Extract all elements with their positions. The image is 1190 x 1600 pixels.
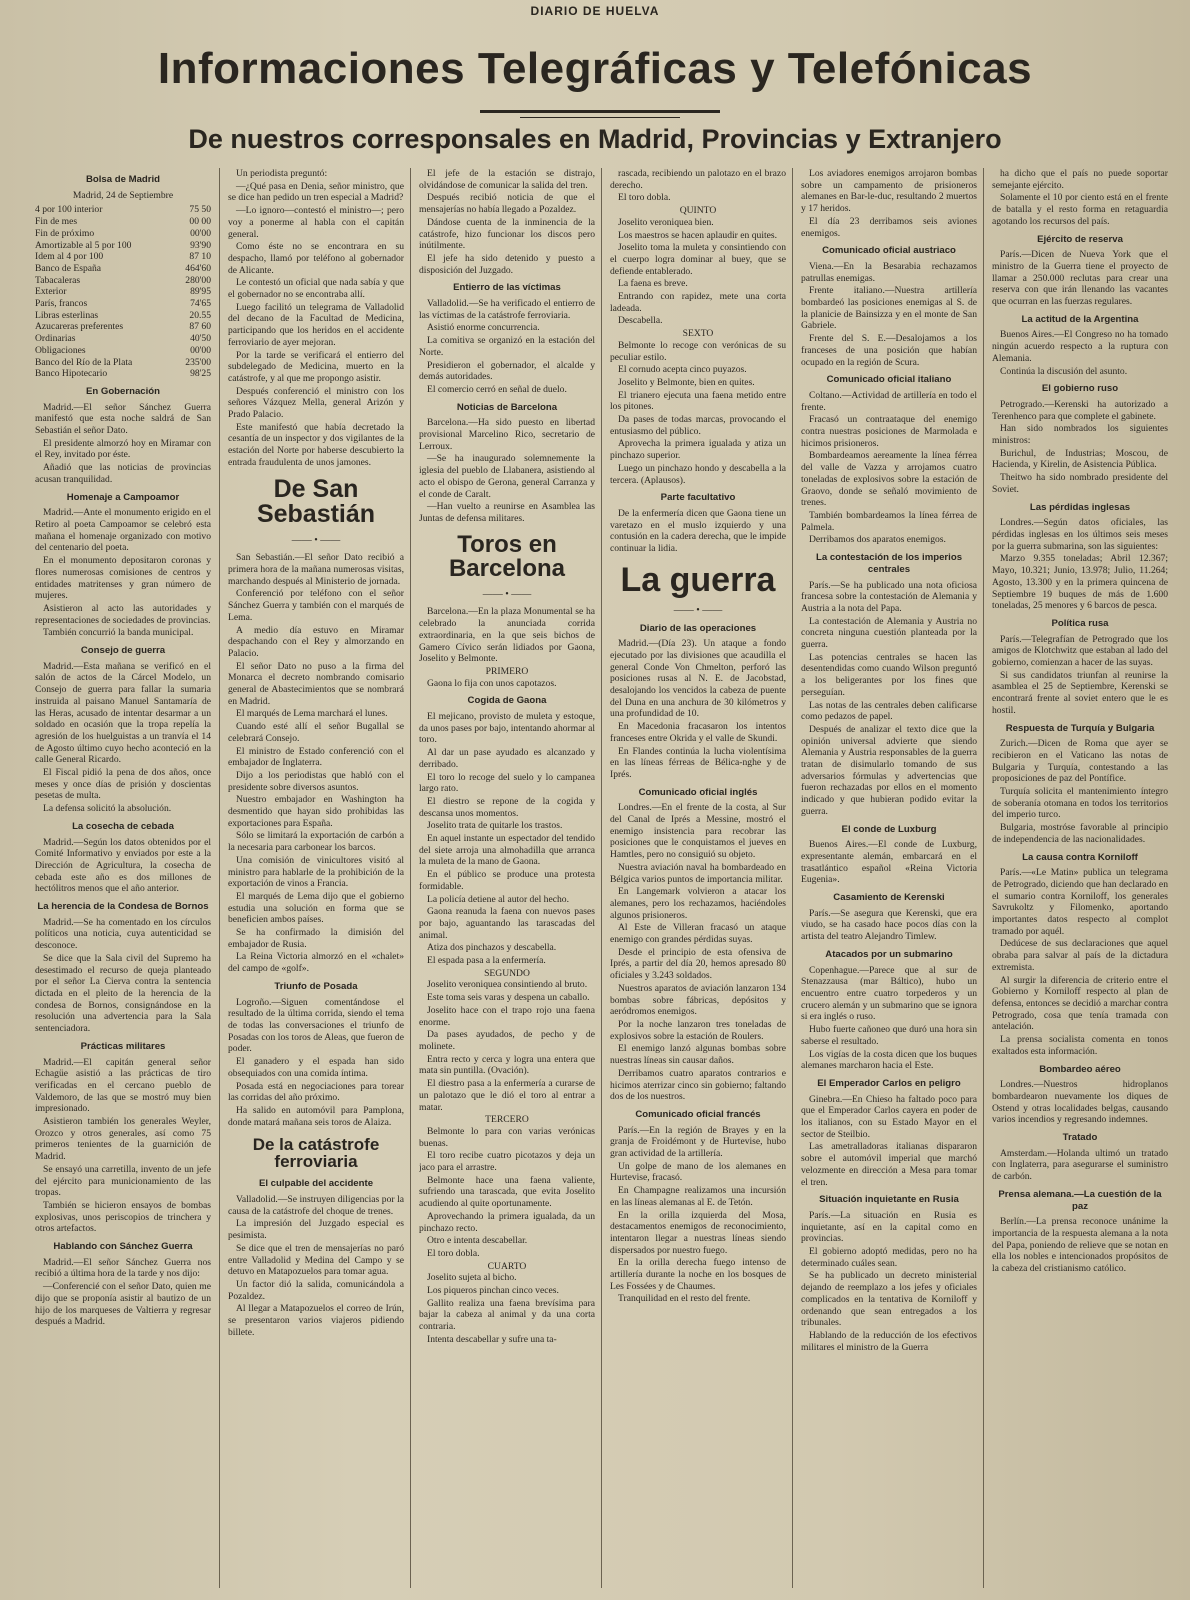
article-paragraph: Marzo 9.355 toneladas; Abril 12.367; Mayo, 10.321; Junio, 13.978; Julio, 11.264; Agosto, 13.300 y en la primera quincena de Septiembre 19 buques de más de 1.600 toneladas, 25 menores y 6 barcos de pesca.: [992, 553, 1168, 612]
stock-row: Banco Hipotecario 98'25: [35, 368, 211, 380]
article-paragraph: La prensa socialista comenta en tonos exaltados esta información.: [992, 1034, 1168, 1057]
article-paragraph: Se dice que la Sala civil del Supremo ha desestimado el recurso de queja planteado por el señor La Cierva contra la sentencia dictada en el pleito de la herencia de la condesa de Bornos, consignándose en la resolución una advertencia para la Sala sentenciadora.: [35, 952, 211, 1035]
section-heading: El Emperador Carlos en peligro: [817, 1077, 961, 1089]
article-paragraph: Se ha confirmado la dimisión del embajador de Rusia.: [228, 927, 404, 950]
article-paragraph: En Flandes continúa la lucha violentísima en las líneas férreas de Bélica-nghe y de Iprés.: [610, 745, 786, 780]
ornament-rule: —— • ——: [291, 534, 341, 546]
large-section-heading: Toros en Barcelona: [448, 530, 566, 582]
article-paragraph: En la orilla derecha fuego intenso de artillería durante la noche en los bosques de Les Fossées y de Chaumes.: [610, 1257, 786, 1292]
article-paragraph: Por la tarde se verificará el entierro del subdelegado de Medicina, muerto en la catástrofe, y al que me propongo asistir.: [228, 349, 404, 384]
article-paragraph: En aquel instante un espectador del tendido del siete arroja una almohadilla que arranca la muleta de la mano de Gaona.: [419, 833, 595, 868]
stock-row: 4 por 100 interior 75 50: [35, 204, 211, 216]
large-section-heading: De San Sebastián: [256, 474, 376, 528]
article-paragraph: Presidieron el gobernador, el alcalde y demás autoridades.: [419, 359, 595, 383]
article-paragraph: A medio día estuvo en Miramar despachando con el Rey y almorzando en Palacio.: [228, 624, 404, 659]
section-heading: Las pérdidas inglesas: [1029, 501, 1131, 513]
article-paragraph: También bombardeamos la línea férrea de Palmela.: [801, 509, 977, 533]
banner-rule: [480, 110, 720, 113]
section-heading: Noticias de Barcelona: [456, 401, 558, 413]
article-paragraph: Descabella.: [618, 315, 663, 327]
masthead: DIARIO DE HUELVA: [530, 4, 660, 18]
section-heading: La causa contra Korniloff: [1022, 851, 1138, 863]
article-paragraph: París.—Dicen de Nueva York que el ministro de la Guerra tiene el proyecto de llamar a 250.000 reclutas para crear una reserva con que irán llenando las vacantes que ocurran en las fuerzas regulares.: [992, 249, 1168, 308]
article-paragraph: Madrid.—Esta mañana se verificó en el salón de actos de la Cárcel Modelo, un Consejo de guerra para fallar la sumaria instruida al paisano Manuel Santamaría de las Heras, acusado de intentar desarmar a un soldado en ocasión que la tropa repelía la agresión de los huelguistas a un tranvía el 14 de Agosto último cuyo hecho aconteció en la calle General Ricardo.: [35, 660, 211, 766]
article-paragraph: Joselito toma la muleta y consintiendo con el cuerpo logra dominar al buey, que se defiende entablerado.: [610, 242, 786, 277]
article-paragraph: Un golpe de mano de los alemanes en Hurtevise, fracasó.: [610, 1160, 786, 1184]
column-2: [228, 168, 404, 1598]
article-paragraph: La impresión del Juzgado especial es pesimista.: [228, 1218, 404, 1242]
article-paragraph: París.—En la región de Brayes y en la granja de Froidémont y de Hurtevise, hubo gran actividad de la artillería.: [610, 1124, 786, 1160]
article-paragraph: Belmonte lo para con varias verónicas buenas.: [419, 1125, 595, 1149]
article-paragraph: Fracasó un contraataque del enemigo contra nuestras posiciones de Marmolada e hicimos prisioneros.: [801, 414, 977, 449]
article-paragraph: Dándose cuenta de la inminencia de la catástrofe, hizo funcionar los discos pero inútilmente.: [419, 216, 595, 252]
column-divider: [983, 168, 984, 1588]
article-paragraph: Un periodista preguntó:: [236, 168, 328, 179]
article-paragraph: Buenos Aires.—El conde de Luxburg, expresentante alemán, embarcará en el trasatlántico español «Reina Victoria Eugenia».: [801, 839, 977, 886]
article-paragraph: Joselito veroniquea bien.: [618, 216, 714, 228]
section-heading: La contestación de los imperios centrales: [815, 552, 963, 575]
banner-rule-thin: [520, 117, 680, 118]
article-paragraph: Conferenció por teléfono con el señor Sánchez Guerra y también con el marqués de Lema.: [228, 588, 404, 623]
stock-list: [35, 204, 211, 380]
article-paragraph: Turquía solicita el mantenimiento íntegro de soberanía otomana en todos los territorios del imperio turco.: [992, 786, 1168, 821]
article-paragraph: Como éste no se encontrara en su despacho, llamó por teléfono al gobernador de Alicante.: [228, 241, 404, 276]
article-paragraph: Dedúcese de sus declaraciones que aquel obraba para salvar al país de la dictadura extremista.: [992, 938, 1168, 973]
article-paragraph: —¿Qué pasa en Denia, señor ministro, que se dice han pedido un tren especial a Madrid?: [228, 180, 404, 204]
article-paragraph: La contestación de Alemania y Austria no concreta ninguna cuestión planteada por la guerra.: [801, 615, 977, 651]
column-5: [801, 168, 977, 1598]
article-paragraph: —Se ha inaugurado solemnemente la iglesia del pueblo de Llabanera, asistiendo al acto el obispo de Gerona, general Carranza y el conde de Caralt.: [419, 453, 595, 500]
section-heading: Situación inquietante en Rusia: [819, 1194, 959, 1206]
article-paragraph: Después conferenció el ministro con los señores Vázquez Mella, general Arizón y Prado Palacio.: [228, 385, 404, 421]
article-paragraph: El ministro de Estado conferenció con el embajador de Inglaterra.: [228, 745, 404, 769]
article-paragraph: Añadió que las noticias de provincias acusan tranquilidad.: [35, 462, 211, 485]
article-paragraph: El señor Dato no puso a la firma del Monarca el decreto nombrando comisario general de Abastecimientos que se nombrará en Madrid.: [228, 660, 404, 707]
article-paragraph: Madrid.—Ante el monumento erigido en el Retiro al poeta Campoamor se celebró esta mañana el homenaje organizado con motivo del centenario del poeta.: [35, 507, 211, 554]
article-paragraph: París.—«Le Matin» publica un telegrama de Petrogrado, diciendo que han declarado en el sumario contra Korniloff, los generales Savrukoltz y Filomenko, aportando importantes datos respecto al complot tramado por aquél.: [992, 867, 1168, 937]
section-heading: Tratado: [1062, 1132, 1098, 1144]
section-heading: Homenaje a Campoamor: [66, 491, 180, 503]
column-3: [419, 168, 595, 1598]
article-paragraph: Asistieron al acto las autoridades y representaciones de sociedades de provincias.: [35, 602, 211, 626]
column-4: [610, 168, 786, 1598]
article-paragraph: Sólo se limitará la exportación de carbón a la necesaria para carbonear los barcos.: [228, 830, 404, 854]
article-paragraph: Londres.—En el frente de la costa, al Sur del Canal de Iprés a Messine, mostró el enemigo insistencia para recobrar las posiciones que le conquistamos el jueves en Hamtles, pero no consiguió su objeto.: [610, 802, 786, 861]
round-label: SEGUNDO: [484, 967, 530, 979]
article-paragraph: Coltano.—Actividad de artillería en todo el frente.: [801, 389, 977, 413]
stock-row: Azucareras preferentes 87 60: [35, 321, 211, 333]
article-paragraph: Los piqueros pinchan cinco veces.: [427, 1285, 559, 1297]
article-paragraph: Otro e intenta descabellar.: [427, 1235, 528, 1247]
article-paragraph: De la enfermería dicen que Gaona tiene un varetazo en el muslo izquierdo y una contusión en la cadera derecha, que le impide continuar la lidia.: [610, 507, 786, 555]
article-paragraph: El presidente almorzó hoy en Miramar con el Rey, invitado por éste.: [35, 437, 211, 461]
article-paragraph: París.—Se ha publicado una nota oficiosa francesa sobre la contestación de Alemania y Austria a la nota del Papa.: [801, 579, 977, 614]
article-paragraph: Las ametralladoras italianas dispararon sobre el automóvil imperial que marchó velozmente en dirección a Mesa para tomar el tren.: [801, 1141, 977, 1188]
article-paragraph: Se ensayó una carretilla, invento de un jefe del ejército para municionamiento de las tropas.: [35, 1163, 211, 1199]
article-paragraph: Los maestros se hacen aplaudir en quites.: [618, 229, 778, 241]
stock-row: Ordinarias 40'50: [35, 333, 211, 345]
article-paragraph: En la orilla izquierda del Mosa, destacamentos enemigos de reconocimiento, intentaron llegar a nuestras líneas siendo dispersados por nuestro fuego.: [610, 1209, 786, 1256]
article-paragraph: El mejicano, provisto de muleta y estoque, da unos pases por bajo, intentando ahormar al toro.: [419, 711, 595, 746]
article-paragraph: París.—Telegrafían de Petrogrado que los amigos de Klotchwitz que estaban al lado del gobierno, comienzan a hacer de las suyas.: [992, 633, 1168, 669]
article-paragraph: Da pases de todas marcas, provocando el entusiasmo del público.: [610, 414, 786, 437]
article-paragraph: El espada pasa a la enfermería.: [427, 955, 546, 967]
article-paragraph: Este manifestó que había decretado la cesantía de un inspector y dos vigilantes de la estación del Norte por haberse descubierto la entrada fraudulenta de unos jamones.: [228, 421, 404, 468]
article-paragraph: Nuestros aparatos de aviación lanzaron 134 bombas sobre fábricas, depósitos y aeródromos enemigos.: [610, 982, 786, 1018]
section-heading: Comunicado oficial austriaco: [822, 245, 956, 257]
article-paragraph: La Reina Victoria almorzó en el «chalet» del campo de «golf».: [228, 951, 404, 975]
article-paragraph: El comercio cerró en señal de duelo.: [427, 383, 567, 395]
article-paragraph: El diestro pasa a la enfermería a curarse de un palotazo que le dió el toro al entrar a matar.: [419, 1078, 595, 1113]
article-paragraph: Theitwo ha sido nombrado presidente del Soviet.: [992, 472, 1168, 495]
section-heading: Ejército de reserva: [1037, 233, 1123, 245]
article-paragraph: El gobierno adoptó medidas, pero no ha determinado cuáles sean.: [801, 1246, 977, 1269]
article-paragraph: Valladolid.—Se ha verificado el entierro de las víctimas de la catástrofe ferroviaria.: [419, 298, 595, 321]
article-paragraph: Continúa la discusión del asunto.: [1000, 365, 1128, 377]
section-heading: Política rusa: [1051, 617, 1109, 629]
article-paragraph: Después de analizar el texto dice que la opinión universal advierte que siendo Alemania y Austria responsables de la guerra tratan de disimularlo tomando de sus adversarios fórmulas y advertencias que fueron rechazadas por ellos en el momento indicado y que hubieran podido evitar la guerra.: [801, 723, 977, 817]
article-paragraph: Si sus candidatos triunfan al reunirse la asamblea el 25 de Septiembre, Kerenski se encontrará frente al soviet entero que le es hostil.: [992, 669, 1168, 716]
article-paragraph: Zurich.—Dicen de Roma que ayer se recibieron en el Vaticano las notas de Bulgaria y Turquía, contestando a las proposiciones de paz del Pontífice.: [992, 738, 1168, 785]
stock-row: París, francos 74'65: [35, 298, 211, 310]
article-paragraph: Al dar un pase ayudado es alcanzado y derribado.: [419, 747, 595, 770]
stock-row: Exterior 89'95: [35, 286, 211, 298]
article-paragraph: Belmonte hace una faena valiente, sufriendo una tarascada, que evita Joselito acudiendo al quite oportunamente.: [419, 1174, 595, 1210]
large-section-heading: De la catástrofe ferroviaria: [252, 1135, 380, 1172]
ornament-rule: —— • ——: [673, 604, 723, 616]
article-paragraph: Al llegar a Matapozuelos el correo de Irún, se presentaron varios viajeros pidiendo billete.: [228, 1303, 404, 1338]
stock-row: Fin de próximo 00'00: [35, 227, 211, 239]
section-heading: La actitud de la Argentina: [1021, 313, 1139, 325]
article-paragraph: Se dice que el tren de mensajerías no paró entre Valladolid y Medina del Campo y se detuvo en Matapozuelos para tomar agua.: [228, 1242, 404, 1278]
round-label: TERCERO: [485, 1114, 529, 1126]
article-paragraph: El cornudo acepta cinco puyazos.: [618, 364, 747, 376]
article-paragraph: Derribamos cuatro aparatos contrarios e hicimos aterrizar cinco sin gobierno; faltando dos de los nuestros.: [610, 1067, 786, 1103]
article-paragraph: —Lo ignoro—contestó el ministro—; pero voy a ponerme al habla con el capitán general.: [228, 205, 404, 240]
article-paragraph: Posada está en negociaciones para torear las corridas del año próximo.: [228, 1080, 404, 1104]
article-paragraph: Frente italiano.—Nuestra artillería bombardeó las posiciones enemigas al S. de la planicie de Bainsizza y en el monte de San Gabriele.: [801, 285, 977, 332]
round-label: SEXTO: [682, 328, 714, 340]
article-paragraph: Joselito veroniquea consintiendo al bruto.: [427, 979, 588, 991]
section-heading: Comunicado oficial italiano: [826, 374, 952, 386]
article-paragraph: —Han vuelto a reunirse en Asamblea las Juntas de defensa militares.: [419, 501, 595, 524]
bolsa-date: Madrid, 24 de Septiembre: [72, 189, 174, 201]
article-paragraph: El Fiscal pidió la pena de dos años, once meses y once días de prisión y doscientas pesetas de multa.: [35, 767, 211, 802]
article-paragraph: El jefe ha sido detenido y puesto a disposición del Juzgado.: [419, 252, 595, 276]
article-paragraph: Londres.—Nuestros hidroplanos bombardearon nuevamente los diques de Ostend y otras localidades belgas, causando varios incendios y regresando indemnes.: [992, 1079, 1168, 1126]
article-paragraph: Nuestra aviación naval ha bombardeado en Bélgica varios puntos de importancia militar.: [610, 861, 786, 885]
section-heading: Prensa alemana.—La cuestión de la paz: [998, 1188, 1162, 1212]
article-paragraph: Copenhague.—Parece que al sur de Stenazzausa (mar Báltico), hubo un encuentro entre cuatro torpederos y un crucero alemán y un submarino que se ignora si era inglés o ruso.: [801, 964, 977, 1023]
article-paragraph: Gaona lo fija con unos capotazos.: [427, 677, 557, 689]
stock-row: Fin de mes 00 00: [35, 216, 211, 228]
article-paragraph: Le contestó un oficial que nada sabía y que el gobernador no se encontraba allí.: [228, 277, 404, 301]
article-paragraph: Tranquilidad en el resto del frente.: [618, 1293, 751, 1305]
article-paragraph: El ganadero y el espada han sido obsequiados con una comida íntima.: [228, 1056, 404, 1079]
round-label: QUINTO: [679, 205, 717, 217]
stock-row: Idem al 4 por 100 87 10: [35, 251, 211, 263]
article-paragraph: San Sebastián.—El señor Dato recibió a primera hora de la mañana numerosas visitas, marchando después al Ministerio de jornada.: [228, 552, 404, 587]
article-paragraph: Han sido nombrados los siguientes ministros:: [992, 423, 1168, 447]
article-paragraph: Ginebra.—En Chieso ha faltado poco para que el Emperador Carlos cayera en poder de los italianos, con su Estado Mayor en el sector de Steilbio.: [801, 1093, 977, 1140]
article-paragraph: También se hicieron ensayos de bombas explosivas, unos periscopios de trinchera y otros artefactos.: [35, 1199, 211, 1235]
article-paragraph: Luego facilitó un telegrama de Valladolid del decano de la Facultad de Medicina, participando que los heridos en el accidente ferroviario de ayer mejoran.: [228, 301, 404, 348]
article-paragraph: El marqués de Lema dijo que el gobierno estudia una solución en forma que se beneficien ambos países.: [228, 890, 404, 926]
article-paragraph: El toro dobla.: [618, 192, 671, 204]
article-paragraph: —Conferencié con el señor Dato, quien me dijo que se proponía asistir al bautizo de un hijo de los marqueses de Valtierra y regresar después a Madrid.: [35, 1281, 211, 1328]
article-paragraph: En el público se produce una protesta formidable.: [419, 869, 595, 892]
article-paragraph: Entrando con rapidez, mete una corta ladeada.: [610, 291, 786, 314]
section-heading: Consejo de guerra: [80, 645, 166, 657]
article-paragraph: Al Este de Villeran fracasó un ataque enemigo con grandes pérdidas suyas.: [610, 922, 786, 946]
section-heading: Comunicado oficial inglés: [638, 786, 758, 798]
article-paragraph: Da pases ayudados, de pecho y de molinete.: [419, 1029, 595, 1052]
article-paragraph: Atiza dos pinchazos y descabella.: [427, 942, 557, 954]
article-paragraph: Petrogrado.—Kerenski ha autorizado a Terenhenco para que complete el gabinete.: [992, 398, 1168, 422]
article-paragraph: Belmonte lo recoge con verónicas de su peculiar estilo.: [610, 339, 786, 363]
article-paragraph: Los vigías de la costa dicen que los buques alemanes marcharon hacia el Este.: [801, 1048, 977, 1072]
section-heading: En Gobernación: [85, 385, 161, 397]
article-paragraph: En Macedonia fracasaron los intentos franceses entre Okrida y el valle de Skundi.: [610, 721, 786, 744]
section-heading: Triunfo de Posada: [274, 980, 358, 992]
article-paragraph: En el monumento depositaron coronas y flores numerosas comisiones de centros y entidades matritenses y gran número de mujeres.: [35, 555, 211, 602]
article-paragraph: Viena.—En la Besarabia rechazamos patrullas enemigas.: [801, 260, 977, 284]
article-paragraph: El jefe de la estación se distrajo, olvidándose de comunicar la salida del tren.: [419, 168, 595, 191]
article-paragraph: Este toma seis varas y despena un caballo.: [427, 992, 590, 1004]
article-paragraph: Frente del S. E.—Desalojamos a los franceses de una posición que habían ocupado en la región de Scura.: [801, 333, 977, 368]
article-paragraph: Barcelona.—En la plaza Monumental se ha celebrado la anunciada corrida extraordinaria, en la que seis bichos de Gamero Cívico serán lidiados por Gaona, Joselito y Belmonte.: [419, 606, 595, 665]
article-paragraph: Luego un pinchazo hondo y descabella a la tercera. (Aplausos).: [610, 462, 786, 486]
banner-headline: Informaciones Telegráficas y Telefónicas: [157, 44, 1033, 93]
article-paragraph: Buenos Aires.—El Congreso no ha tomado ningún acuerdo respecto a la ruptura con Alemania.: [992, 329, 1168, 364]
article-paragraph: Cuando esté allí el señor Bugallal se celebrará Consejo.: [228, 721, 404, 744]
stock-row: Tabacaleras 280'00: [35, 274, 211, 286]
column-divider: [410, 168, 411, 1588]
article-paragraph: En Langemark volvieron a atacar los alemanes, pero los rechazamos, haciéndoles algunos prisioneros.: [610, 886, 786, 921]
article-paragraph: El toro recibe cuatro picotazos y deja un jaco para el arrastre.: [419, 1150, 595, 1174]
article-paragraph: El toro lo recoge del suelo y lo campanea largo rato.: [419, 771, 595, 795]
section-heading: Respuesta de Turquía y Bulgaria: [1005, 722, 1155, 734]
article-paragraph: Desde el principio de esta ofensiva de Iprés, a partir del día 20, hemos apresado 80 oficiales y 3.243 soldados.: [610, 946, 786, 982]
section-heading: La herencia de la Condesa de Bornos: [37, 901, 209, 913]
column-divider: [219, 168, 220, 1588]
article-paragraph: Nuestro embajador en Washington ha desmentido que hayan sido prohibidas las exportaciones para España.: [228, 794, 404, 829]
article-paragraph: Una comisión de vinicultores visitó al ministro para hablarle de la prohibición de la exportación de vinos a Francia.: [228, 854, 404, 890]
large-section-heading: La guerra: [620, 560, 776, 599]
round-label: PRIMERO: [485, 665, 529, 677]
article-paragraph: El día 23 derribamos seis aviones enemigos.: [801, 215, 977, 239]
article-paragraph: La comitiva se organizó en la estación del Norte.: [419, 335, 595, 358]
article-paragraph: Logroño.—Siguen comentándose el resultado de la última corrida, siendo el tema de todas las conversaciones el triunfo de Posadas con los toros de Aleas, que fueron de poder.: [228, 996, 404, 1055]
article-paragraph: Burichul, de Industrias; Moscou, de Hacienda, y Kirelin, de Asistencia Pública.: [992, 447, 1168, 471]
article-paragraph: rascada, recibiendo un palotazo en el brazo derecho.: [610, 168, 786, 191]
article-paragraph: Al surgir la diferencia de criterio entre el Gobierno y Korniloff respecto al plan de defensa, entonces se decidió a marchar contra Petrogrado, cosa que tenía tramada con antelación.: [992, 974, 1168, 1033]
article-paragraph: Los aviadores enemigos arrojaron bombas sobre un campamento de prisioneros alemanes en Bar-le-duc, resultando 2 muertos y 17 heridos.: [801, 168, 977, 215]
article-paragraph: El trianero ejecuta una faena metido entre los pitones.: [610, 389, 786, 413]
article-paragraph: Asistió enorme concurrencia.: [427, 322, 540, 334]
article-paragraph: París.—La situación en Rusia es inquietante, así en la capital como en provincias.: [801, 1209, 977, 1245]
article-paragraph: Madrid.—El señor Sánchez Guerra nos recibió a última hora de la tarde y nos dijo:: [35, 1256, 211, 1280]
article-paragraph: También concurrió la banda municipal.: [43, 627, 194, 639]
section-heading: Comunicado oficial francés: [635, 1108, 761, 1120]
stock-row: Obligaciones 00'00: [35, 344, 211, 356]
article-paragraph: Hablando de la reducción de los efectivos militares el ministro de la Guerra: [801, 1329, 977, 1353]
article-paragraph: Valladolid.—Se instruyen diligencias por la causa de la catástrofe del choque de trenes.: [228, 1194, 404, 1217]
column-divider: [792, 168, 793, 1588]
article-paragraph: Las potencias centrales se hacen las desentendidas como cuando Wilson preguntó a los beligerantes por los fines que perseguían.: [801, 651, 977, 698]
section-heading: Parte facultativo: [660, 492, 736, 504]
article-paragraph: Bombardeamos aereamente la línea férrea del valle de Vazza y arrojamos cuatro toneladas de explosivos sobre la estación de Graovo, donde se señaló movimiento de trenes.: [801, 450, 977, 509]
article-paragraph: Asistieron también los generales Weyler, Orozco y otros generales, así como 75 primeros tenientes de la guarnición de Madrid.: [35, 1116, 211, 1163]
article-paragraph: Joselito trata de quitarle los trastos.: [427, 820, 563, 832]
stock-row: Amortizable al 5 por 100 93'90: [35, 239, 211, 251]
article-paragraph: En Champagne realizamos una incursión en las líneas alemanas al E. de Tetón.: [610, 1185, 786, 1208]
article-paragraph: Ha salido en automóvil para Pamplona, donde matará mañana seis toros de Alaiza.: [228, 1104, 404, 1128]
article-paragraph: Después recibió noticia de que el mensajerías no había llegado a Pozaldez.: [419, 192, 595, 216]
article-paragraph: Gallito realiza una faena brevísima para bajar la cabeza al animal y da una corta contraria.: [419, 1297, 595, 1333]
stock-row: Banco del Río de la Plata 235'00: [35, 356, 211, 368]
article-paragraph: Por la noche lanzaron tres toneladas de explosivos sobre la estación de Roulers.: [610, 1019, 786, 1042]
article-paragraph: La faena es breve.: [618, 278, 688, 290]
section-heading: Cogida de Gaona: [467, 695, 547, 707]
article-paragraph: Hubo fuerte cañoneo que duró una hora sin saberse el resultado.: [801, 1024, 977, 1047]
article-paragraph: Se ha publicado un decreto ministerial dejando de reemplazo a los jefes y oficiales complicados en la tentativa de Korniloff y ordenando que sean entregados a los tribunales.: [801, 1270, 977, 1329]
article-paragraph: Un factor dió la salida, comunicándola a Pozaldez.: [228, 1278, 404, 1302]
article-paragraph: Dijo a los periodistas que habló con el presidente sobre diversos asuntos.: [228, 769, 404, 793]
section-heading: Prácticas militares: [80, 1040, 166, 1052]
article-paragraph: Madrid.—(Día 23). Un ataque a fondo ejecutado por las divisiones que acaudilla el general Conde Von Chmelton, perforó las posiciones rusas al N. E. de Jacobstad, desalojando los vencidos la cabeza de puente del Duna en una anchura de 30 kilómetros y una profundidad de 10.: [610, 638, 786, 720]
column-1: [35, 168, 211, 1598]
article-paragraph: Barcelona.—Ha sido puesto en libertad provisional Marcelino Rico, secretario de Lerroux.: [419, 417, 595, 452]
column-6: [992, 168, 1168, 1598]
article-paragraph: París.—Se asegura que Kerenski, que era viudo, se ha casado hace pocos días con la artista del teatro Alejandro Timlew.: [801, 907, 977, 943]
article-paragraph: Aprovechando la primera igualada, da un pinchazo recto.: [419, 1210, 595, 1234]
article-paragraph: Derribamos dos aparatos enemigos.: [809, 534, 946, 546]
section-heading: Casamiento de Kerenski: [833, 892, 945, 904]
article-paragraph: Joselito sujeta al bicho.: [427, 1272, 517, 1284]
article-paragraph: Londres.—Según datos oficiales, las pérdidas inglesas en los últimos seis meses por la guerra submarina, son las siguientes:: [992, 517, 1168, 552]
article-paragraph: La defensa solicitó la absolución.: [43, 803, 172, 815]
section-heading: Entierro de las víctimas: [453, 282, 561, 294]
article-paragraph: Joselito y Belmonte, bien en quites.: [618, 376, 755, 388]
article-paragraph: Madrid.—El capitán general señor Echagüe asistió a las prácticas de tiro verificadas en el cercano pueblo de Valdemoro, de las que se mostró muy bien impresionado.: [35, 1056, 211, 1115]
article-paragraph: Las notas de las centrales deben calificarse como pedazos de papel.: [801, 699, 977, 723]
article-paragraph: El enemigo lanzó algunas bombas sobre nuestras líneas sin causar daños.: [610, 1043, 786, 1067]
article-paragraph: Berlín.—La prensa reconoce unánime la importancia de la respuesta alemana a la nota del Papa, poniendo de relieve que se notan en ella los nobles e intencionados propósitos de la cabeza del cristianismo católico.: [992, 1216, 1168, 1275]
section-heading: El culpable del accidente: [258, 1178, 374, 1190]
section-heading: El gobierno ruso: [1041, 383, 1119, 395]
section-heading: El conde de Luxburg: [841, 823, 937, 835]
article-paragraph: Joselito hace con el trapo rojo una faena enorme.: [419, 1004, 595, 1028]
article-paragraph: Madrid.—Se ha comentado en los círculos políticos una noticia, cuya autenticidad se desconoce.: [35, 916, 211, 952]
section-heading: Hablando con Sánchez Guerra: [53, 1241, 193, 1253]
section-heading: Bolsa de Madrid: [85, 174, 161, 185]
section-heading: Bombardeo aéreo: [1039, 1063, 1121, 1075]
article-paragraph: Aprovecha la primera igualada y atiza un pinchazo superior.: [610, 438, 786, 462]
article-paragraph: Bulgaria, mostróse favorable al principio de independencia de las nacionalidades.: [992, 822, 1168, 845]
round-label: CUARTO: [487, 1260, 527, 1272]
section-heading: Atacados por un submarino: [825, 948, 953, 960]
article-paragraph: Madrid.—Según los datos obtenidos por el Comité Informativo y enviados por este a la Dirección de Agricultura, la cosecha de cebada este año es dos millones de hectólitros menos que el año anterior.: [35, 836, 211, 895]
article-paragraph: Amsterdam.—Holanda ultimó un tratado con Inglaterra, para asegurarse el suministro de carbón.: [992, 1147, 1168, 1183]
ornament-rule: —— • ——: [482, 588, 532, 600]
article-paragraph: El toro dobla.: [427, 1247, 480, 1259]
column-divider: [601, 168, 602, 1588]
article-paragraph: ha dicho que el país no puede soportar semejante ejército.: [992, 168, 1168, 191]
section-heading: La cosecha de cebada: [72, 820, 174, 832]
subtitle-headline: De nuestros corresponsales en Madrid, Provincias y Extranjero: [188, 124, 1002, 154]
article-paragraph: El diestro se repone de la cogida y descansa unos momentos.: [419, 795, 595, 819]
article-paragraph: La policía detiene al autor del hecho.: [427, 893, 569, 905]
stock-row: Banco de España 464'60: [35, 262, 211, 274]
article-paragraph: Entra recto y cerca y logra una entera que mata sin puntilla. (Ovación).: [419, 1053, 595, 1077]
article-paragraph: Solamente el 10 por ciento está en el frente de batalla y el resto forma en retaguardia agotando los recursos del país.: [992, 192, 1168, 227]
article-paragraph: Intenta descabellar y sufre una ta-: [427, 1333, 557, 1345]
stock-row: Libras esterlinas 20.55: [35, 309, 211, 321]
article-paragraph: El marqués de Lema marchará el lunes.: [236, 708, 388, 720]
article-paragraph: Gaona reanuda la faena con nuevos pases por bajo, aguantando las tarascadas del animal.: [419, 906, 595, 941]
article-paragraph: Madrid.—El señor Sánchez Guerra manifestó que esta noche saldrá de San Sebastián el señor Dato.: [35, 401, 211, 437]
section-heading: Diario de las operaciones: [639, 622, 757, 634]
